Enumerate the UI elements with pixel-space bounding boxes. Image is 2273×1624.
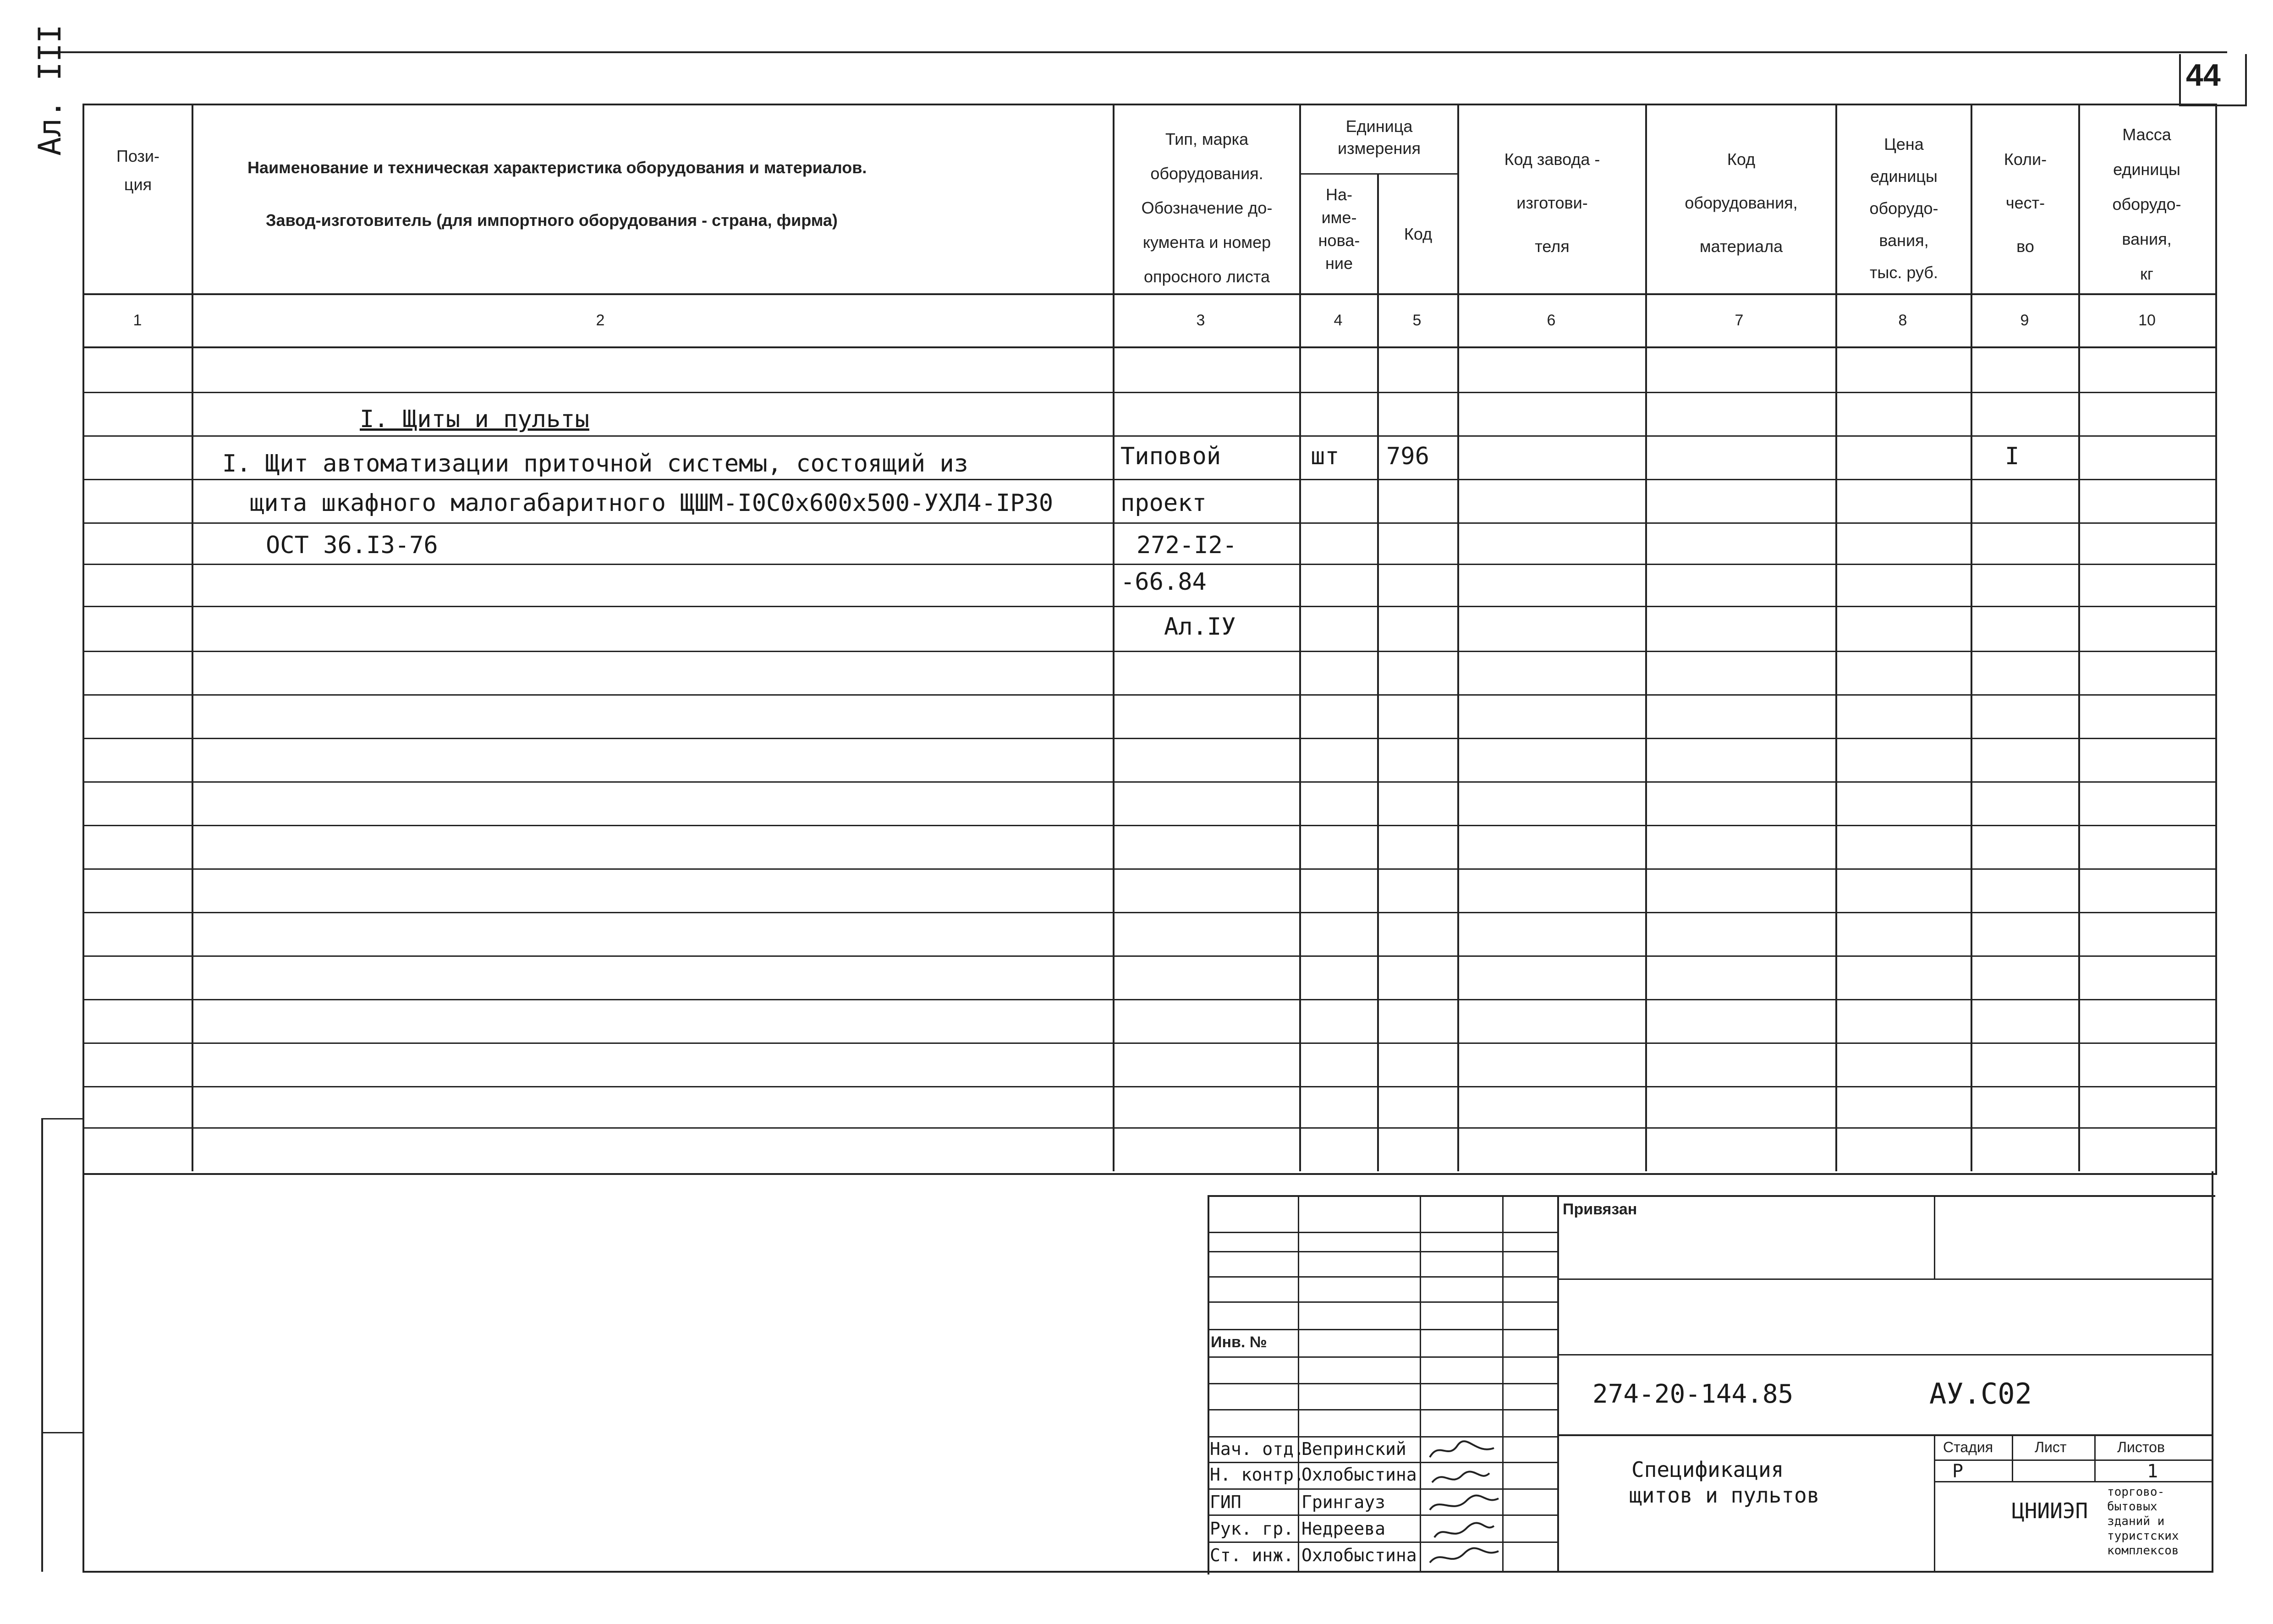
colnum-5: 5 [1412, 312, 1422, 329]
margin-tick-1 [41, 1118, 83, 1119]
header-unit-name-l3: нова- [1318, 231, 1360, 250]
margin-bracket [41, 1118, 43, 1572]
header-mass-l5: кг [2140, 264, 2153, 283]
header-equipment-code-l2: оборудования, [1685, 193, 1798, 212]
stamp-hline [1208, 1301, 1559, 1303]
colnum-9: 9 [2020, 312, 2029, 329]
header-unit [1301, 115, 1457, 159]
header-mass-l1: Масса [2122, 125, 2171, 144]
org-name: ЦНИИЭП [2012, 1498, 2088, 1523]
colnum-1: 1 [133, 312, 142, 329]
header-type [1115, 122, 1299, 294]
colnum-8: 8 [1898, 312, 1907, 329]
sig-role-3: ГИП [1210, 1492, 1241, 1512]
stamp-hline [1208, 1356, 1559, 1358]
type-line-1: Типовой [1120, 443, 1221, 470]
header-position [84, 142, 192, 199]
unit-subheader-line [1299, 173, 1459, 175]
header-type-l3: Обозначение до- [1141, 198, 1273, 217]
header-quantity-l2: чест- [2005, 193, 2045, 212]
stamp-hline [1208, 1436, 1559, 1437]
header-mass-l3: оборудо- [2112, 195, 2181, 214]
sig-name-5: Охлобыстина [1301, 1545, 1417, 1565]
stamp-hline [1208, 1409, 1559, 1410]
sig-name-4: Недреева [1301, 1519, 1386, 1539]
stamp-hline [1208, 1488, 1559, 1490]
col-divider-4 [1377, 174, 1379, 1171]
top-rule [44, 51, 2227, 53]
row-line [82, 694, 2215, 696]
stage-value: Р [1952, 1461, 1964, 1482]
header-mass [2080, 117, 2213, 291]
title-line-1: Спецификация [1631, 1457, 1784, 1482]
header-mass-l2: единицы [2113, 160, 2180, 179]
row-line [82, 522, 2215, 524]
header-unit-l1: Единица [1345, 117, 1413, 136]
row-line [82, 955, 2215, 957]
title-line-2: щитов и пультов [1629, 1483, 1820, 1508]
sheets-label: Листов [2117, 1439, 2165, 1455]
row-line [82, 868, 2215, 870]
header-position-l1: Пози- [116, 147, 160, 165]
quantity-value: I [2005, 443, 2020, 470]
colnum-4: 4 [1334, 312, 1343, 329]
type-line-5: Ал.IУ [1164, 613, 1236, 641]
header-unit-name-l1: На- [1325, 185, 1352, 204]
header-factory-code-l2: изготови- [1516, 193, 1588, 212]
header-name-line2: Завод-изготовитель (для импортного оборудования - страна, фирма) [266, 211, 838, 230]
section-title: I. Щиты и пульты [360, 406, 589, 433]
header-type-l4: кумента и номер [1142, 233, 1271, 252]
header-unit-name [1301, 183, 1377, 275]
header-unit-name-l2: име- [1321, 208, 1357, 227]
unit-code-value: 796 [1386, 443, 1429, 470]
header-name-line1: Наименование и техническая характеристика оборудования и материалов. [247, 158, 867, 177]
colnum-2: 2 [596, 312, 605, 329]
colnum-7: 7 [1735, 312, 1744, 329]
sheet-value: 1 [2147, 1461, 2158, 1482]
sig-role-5: Ст. инж. [1210, 1545, 1294, 1565]
stamp-right-v3 [2012, 1434, 2013, 1482]
org-sub-1: торгово- [2107, 1485, 2165, 1499]
row-line [82, 912, 2215, 913]
row-line [82, 606, 2215, 607]
sheet-label: Лист [2035, 1439, 2067, 1455]
stamp-right-v1 [1934, 1195, 1935, 1279]
sig-role-1: Нач. отд. [1210, 1439, 1304, 1459]
org-sub-2: бытовых [2107, 1500, 2158, 1514]
sig-role-4: Рук. гр. [1210, 1519, 1294, 1539]
doc-code: АУ.С02 [1929, 1377, 2032, 1410]
stamp-right-v4 [2094, 1434, 2096, 1482]
header-factory-code-l3: теля [1535, 237, 1570, 256]
col-divider-1 [192, 104, 193, 1171]
header-quantity-l3: во [2016, 237, 2034, 256]
row-line [82, 651, 2215, 652]
left-frame-lower [82, 1171, 84, 1572]
stamp-hline [1208, 1251, 1559, 1252]
type-line-4: -66.84 [1120, 568, 1207, 596]
stamp-hline [1208, 1542, 1559, 1543]
header-price-l5: тыс. руб. [1869, 263, 1938, 282]
stamp-right-h3 [1557, 1434, 2213, 1436]
header-equipment-code [1647, 137, 1835, 268]
margin-tick-2 [41, 1432, 83, 1433]
row-line [82, 1127, 2215, 1129]
page-number: 44 [2186, 58, 2221, 93]
header-type-l1: Тип, марка [1165, 130, 1249, 148]
org-sub-3: зданий и [2107, 1514, 2165, 1528]
stamp-hline [1208, 1329, 1559, 1330]
header-unit-code: Код [1404, 225, 1433, 243]
header-factory-code-l1: Код завода - [1504, 150, 1600, 169]
sig-name-1: Вепринский [1301, 1439, 1406, 1459]
row-line [82, 564, 2215, 565]
unit-name-value: шт [1311, 443, 1340, 470]
stage-label: Стадия [1943, 1439, 1993, 1455]
row-line [82, 1042, 2215, 1044]
colnum-3: 3 [1196, 312, 1205, 329]
doc-number: 274-20-144.85 [1592, 1379, 1794, 1409]
org-sub-5: комплексов [2107, 1544, 2179, 1558]
stamp-hline [1208, 1514, 1559, 1516]
colnum-6: 6 [1547, 312, 1556, 329]
stamp-hline [1208, 1232, 1559, 1233]
side-stamp: Ал. III [32, 24, 68, 156]
colnum-10: 10 [2138, 312, 2156, 329]
row-line [82, 1086, 2215, 1087]
header-price-l3: оборудо- [1869, 199, 1938, 218]
header-equipment-code-l3: материала [1699, 237, 1783, 256]
sig-role-2: Н. контр. [1210, 1465, 1304, 1485]
stamp-hline [1208, 1462, 1559, 1463]
header-type-l5: опросного листа [1143, 267, 1270, 286]
org-sub-4: туристских [2107, 1529, 2179, 1543]
item-line-1: I. Щит автоматизации приточной системы, состоящий из [222, 450, 968, 477]
privyazan-label: Привязан [1563, 1201, 1637, 1218]
header-quantity [1972, 137, 2078, 268]
colnum-bottom-line [82, 346, 2215, 348]
item-line-3: ОСТ 36.I3-76 [266, 532, 438, 559]
header-price-l1: Цена [1884, 135, 1924, 154]
header-equipment-code-l1: Код [1727, 150, 1756, 169]
row-line [82, 781, 2215, 783]
row-line [82, 479, 2215, 480]
stamp-right-h4 [1934, 1459, 2213, 1461]
inv-label: Инв. № [1211, 1333, 1267, 1351]
header-position-l2: ция [124, 175, 152, 194]
header-price [1837, 128, 1971, 289]
handwritten-signatures [1425, 1437, 1503, 1569]
header-mass-l4: вания, [2122, 230, 2172, 248]
row-line [82, 392, 2215, 393]
stamp-right-h1 [1557, 1278, 2213, 1280]
row-line [82, 999, 2215, 1000]
row-line [82, 825, 2215, 826]
sig-name-2: Охлобыстина [1301, 1465, 1417, 1485]
header-unit-name-l4: ние [1325, 254, 1353, 273]
sig-name-3: Грингауз [1301, 1492, 1386, 1512]
stamp-right-h5 [1934, 1481, 2213, 1482]
type-line-2: проект [1120, 489, 1207, 517]
row-line [82, 738, 2215, 739]
header-unit-l2: измерения [1338, 139, 1421, 158]
header-factory-code [1459, 137, 1645, 268]
stamp-hline [1208, 1276, 1559, 1278]
row-line [82, 435, 2215, 437]
item-line-2: щита шкафного малогабаритного ЩШМ-I0С0х600х500-УХЛ4-IP30 [250, 489, 1054, 517]
type-line-3: 272-I2- [1136, 532, 1237, 559]
header-quantity-l1: Коли- [2004, 150, 2047, 169]
header-type-l2: оборудования. [1150, 164, 1263, 183]
stamp-right-h2 [1557, 1354, 2213, 1355]
org-subtitle [2107, 1485, 2179, 1558]
stamp-hline [1208, 1383, 1559, 1384]
stamp-right-v2 [1934, 1434, 1935, 1573]
header-price-l4: вания, [1879, 231, 1929, 250]
header-price-l2: единицы [1870, 167, 1938, 186]
